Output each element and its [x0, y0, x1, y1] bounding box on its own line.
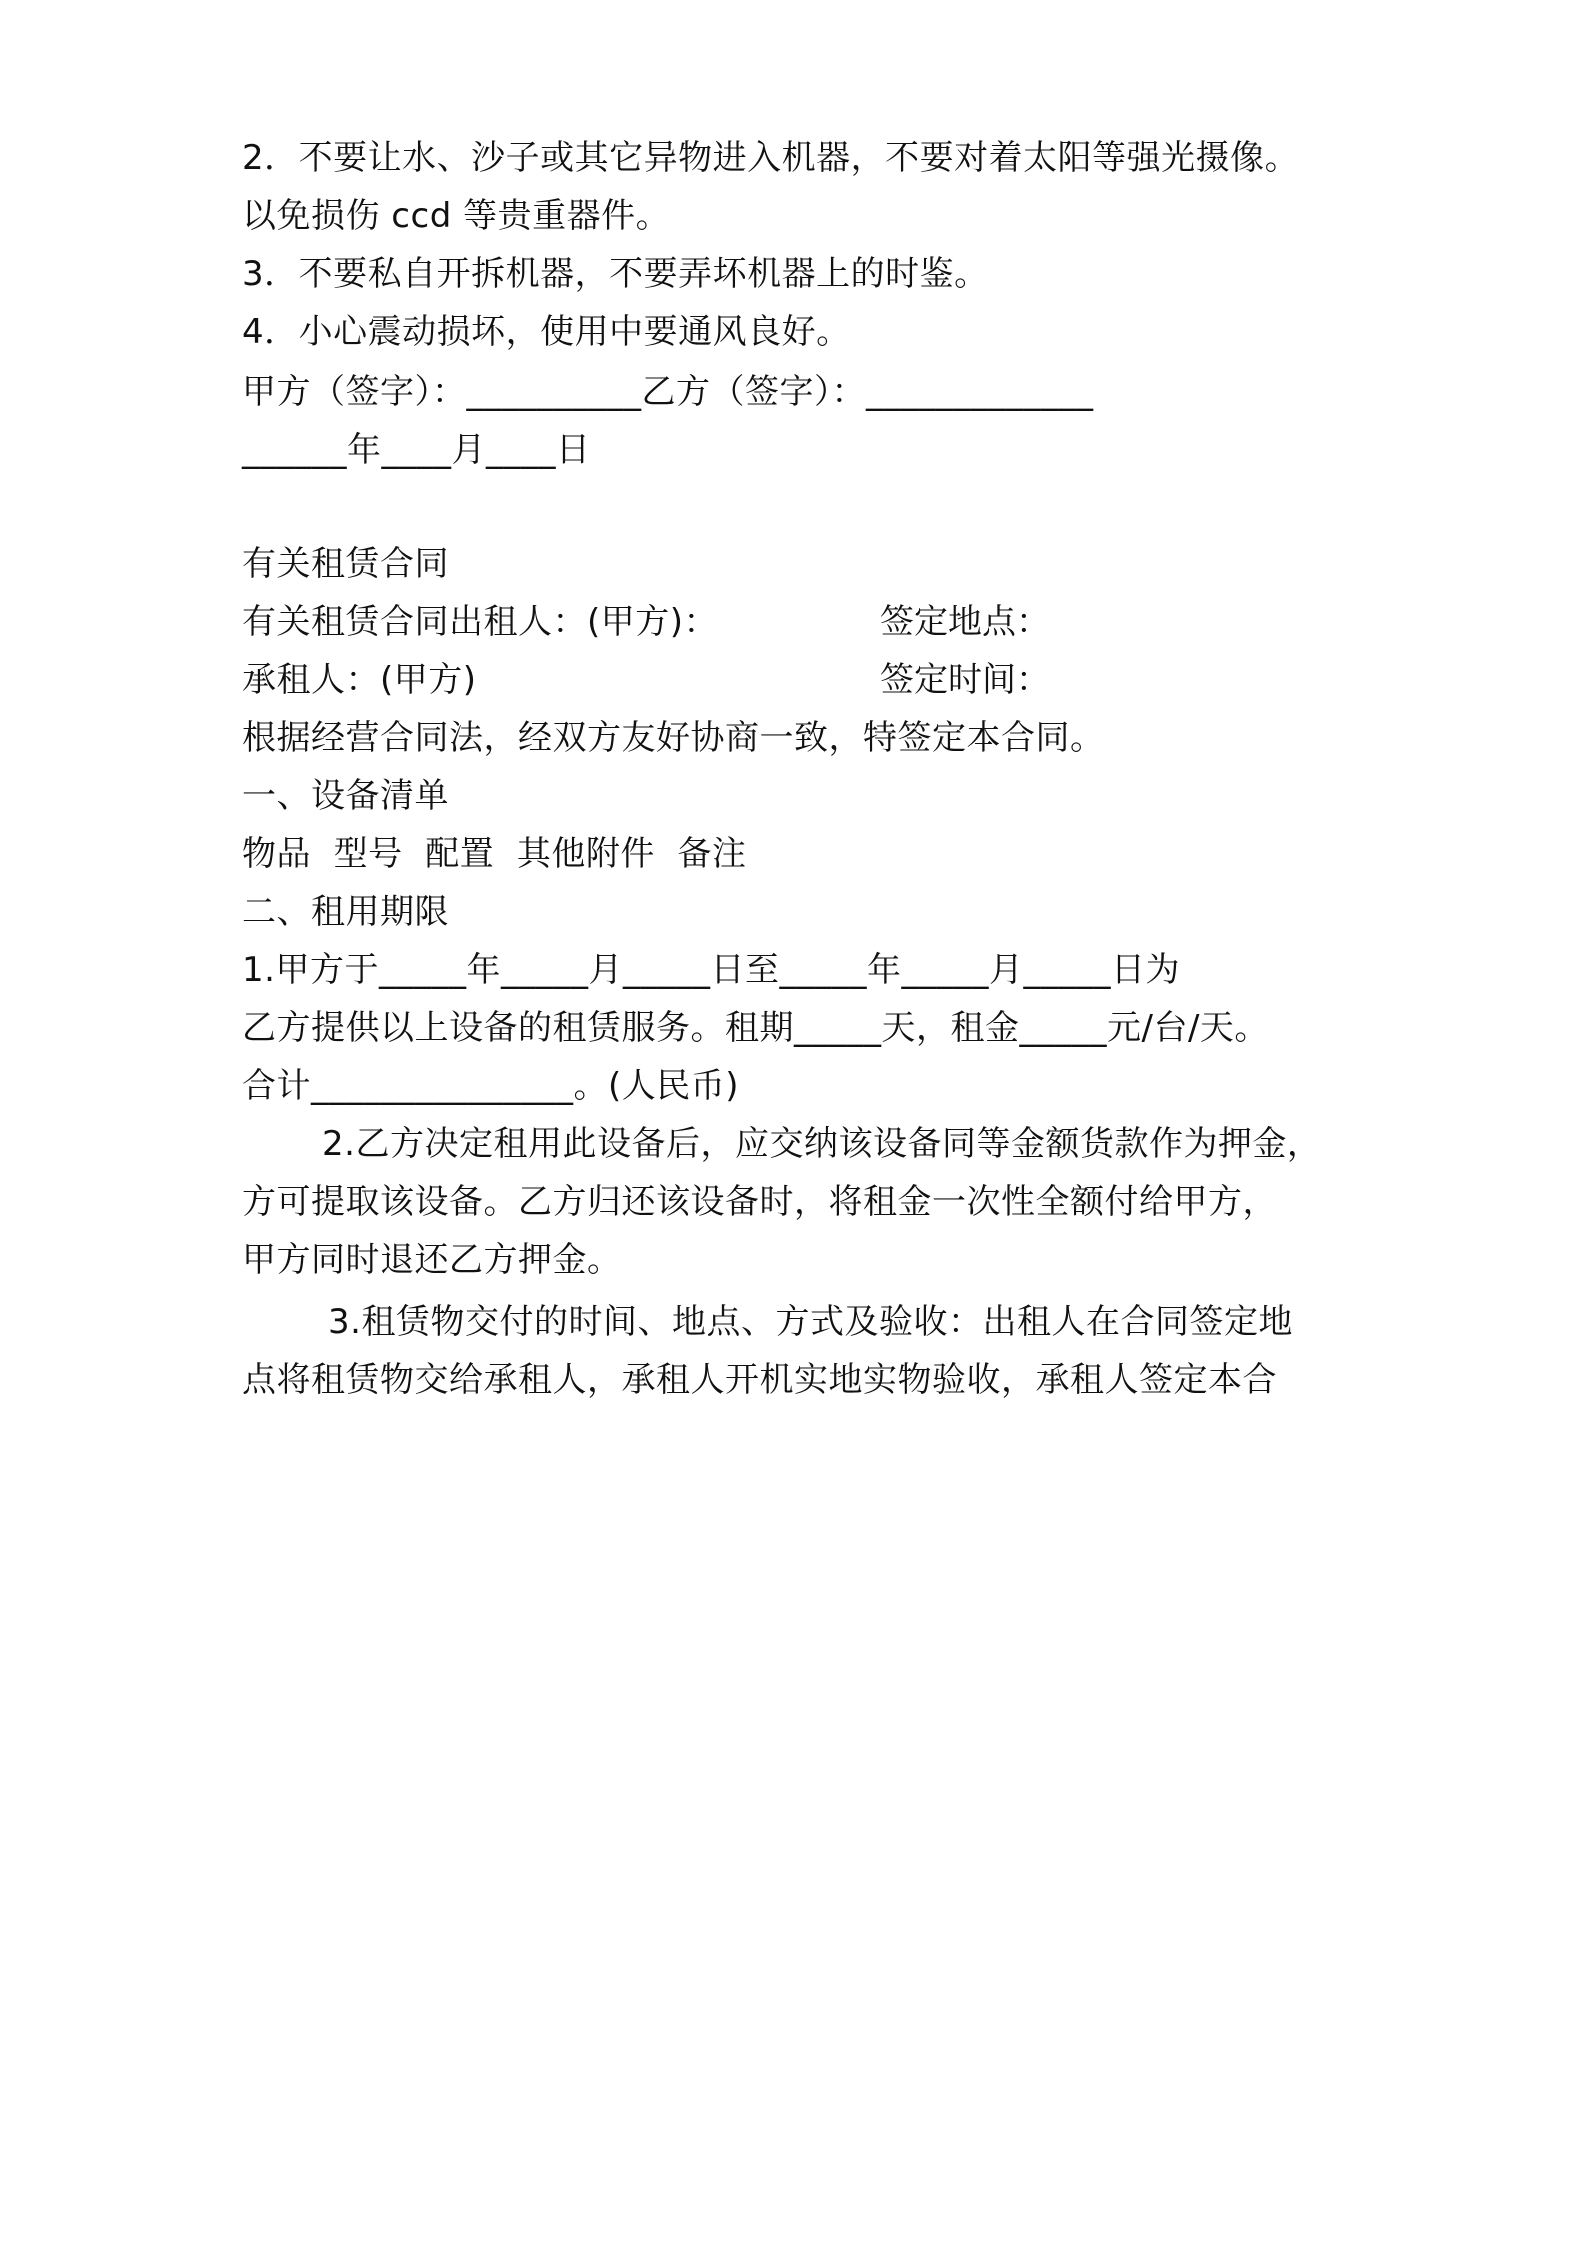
lessee-label: 承租人：(甲方) — [242, 660, 477, 700]
term-line-1: 1.甲方于_____年_____月_____日至_____年_____月_____日为 — [242, 950, 1180, 990]
sign-place-label: 签定地点： — [880, 602, 1050, 642]
section-2-title: 二、租用期限 — [242, 892, 449, 932]
rule-item-4: 4．小心震动损坏，使用中要通风良好。 — [242, 312, 851, 352]
delivery-line-2: 点将租赁物交给承租人，承租人开机实地实物验收，承租人签定本合 — [242, 1360, 1277, 1400]
equipment-columns: 物品 型号 配置 其他附件 备注 — [242, 834, 747, 874]
rule-item-2-cont: 以免损伤 ccd 等贵重器件。 — [242, 196, 671, 236]
rule-item-3: 3．不要私自开拆机器，不要弄坏机器上的时鉴。 — [242, 254, 989, 294]
delivery-line-1: 3.租赁物交付的时间、地点、方式及验收：出租人在合同签定地 — [328, 1302, 1293, 1342]
sign-time-label: 签定时间： — [880, 660, 1050, 700]
deposit-line-3: 甲方同时退还乙方押金。 — [242, 1240, 622, 1280]
deposit-line-1: 2.乙方决定租用此设备后，应交纳该设备同等金额货款作为押金， — [322, 1124, 1322, 1164]
date-line: ______年____月____日 — [242, 430, 591, 470]
deposit-line-2: 方可提取该设备。乙方归还该设备时，将租金一次性全额付给甲方， — [242, 1182, 1277, 1222]
section-1-title: 一、设备清单 — [242, 776, 449, 816]
term-line-3: 合计_______________。(人民币) — [242, 1066, 740, 1106]
lessor-label: 有关租赁合同出租人：(甲方)： — [242, 602, 719, 642]
term-line-2: 乙方提供以上设备的租赁服务。租期_____天，租金_____元/台/天。 — [242, 1008, 1269, 1048]
signature-line: 甲方（签字）：__________乙方（签字）：_____________ — [242, 372, 1094, 412]
contract-title: 有关租赁合同 — [242, 544, 449, 584]
rule-item-2: 2．不要让水、沙子或其它异物进入机器，不要对着太阳等强光摄像。 — [242, 138, 1300, 178]
preamble: 根据经营合同法，经双方友好协商一致，特签定本合同。 — [242, 718, 1105, 758]
